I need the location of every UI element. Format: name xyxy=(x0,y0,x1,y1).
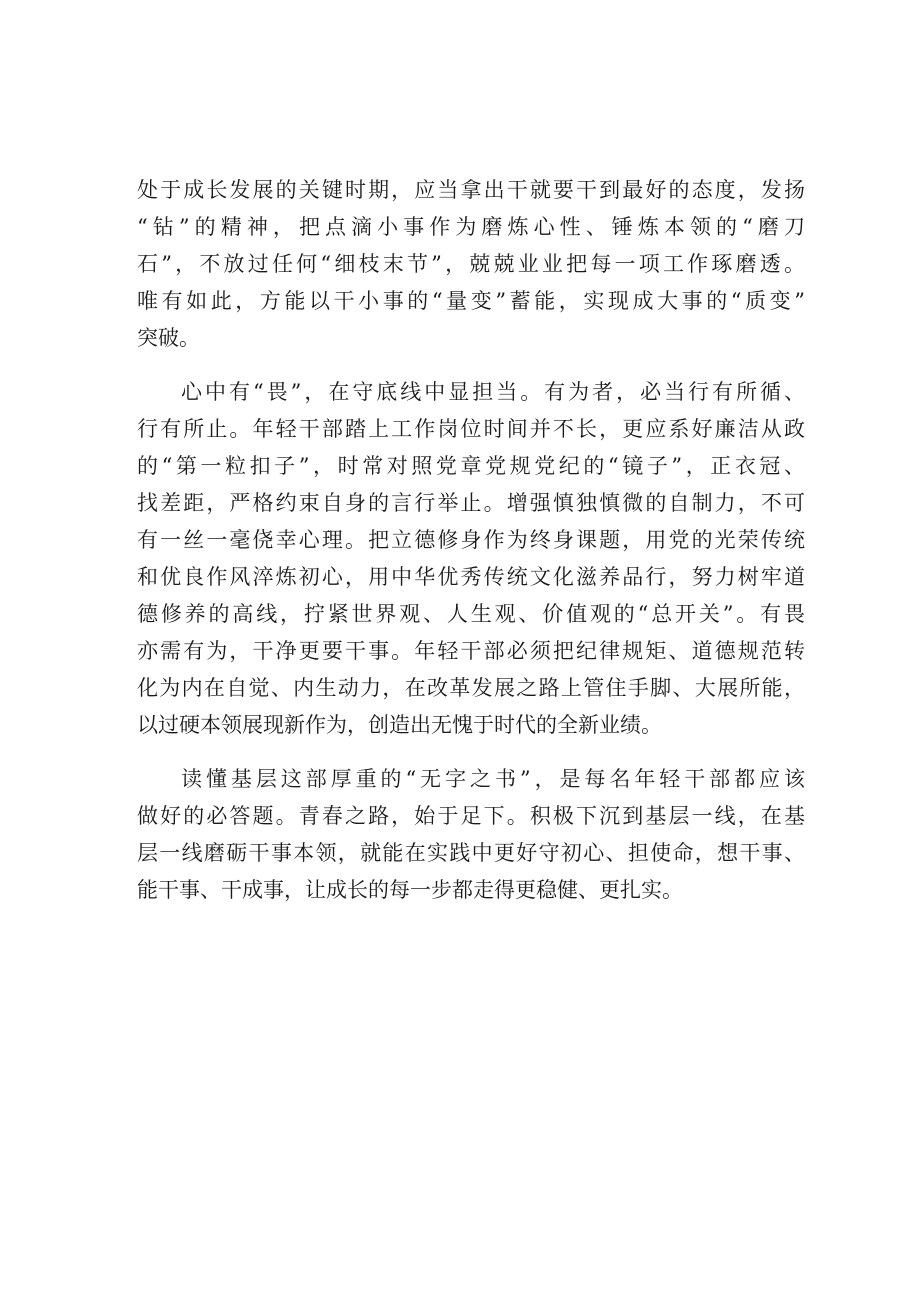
text-line: 以过硬本领展现新作为，创造出无愧于时代的全新业绩。 xyxy=(137,713,662,737)
text-line: 层一线磨砺干事本领，就能在实践中更好守初心、担使命，想干事、 xyxy=(137,841,805,865)
text-line: 找差距，严格约束自身的言行举止。增强慎独慎微的自制力，不可 xyxy=(137,491,805,515)
text-line: 处于成长发展的关键时期，应当拿出干就要干到最好的态度，发扬 xyxy=(137,178,805,202)
text-line: 心中有“畏”，在守底线中显担当。有为者，必当行有所循、 xyxy=(181,380,805,404)
document-body xyxy=(137,172,805,909)
text-line: 做好的必答题。青春之路，始于足下。积极下沉到基层一线，在基 xyxy=(137,804,805,828)
text-line: 和优良作风淬炼初心，用中华优秀传统文化滋养品行，努力树牢道 xyxy=(137,565,805,589)
paragraph-1 xyxy=(137,172,805,357)
text-line: “钻”的精神，把点滴小事作为磨炼心性、锤炼本领的“磨刀 xyxy=(137,215,805,239)
text-line: 能干事、干成事，让成长的每一步都走得更稳健、更扎实。 xyxy=(137,878,683,902)
paragraph-2 xyxy=(137,374,805,744)
text-line: 石”，不放过任何“细枝末节”，兢兢业业把每一项工作琢磨透。 xyxy=(137,252,805,276)
text-line: 有一丝一毫侥幸心理。把立德修身作为终身课题，用党的光荣传统 xyxy=(137,528,805,552)
text-line: 突破。 xyxy=(137,326,200,350)
paragraph-3 xyxy=(137,761,805,909)
text-line: 的“第一粒扣子”，时常对照党章党规党纪的“镜子”，正衣冠、 xyxy=(137,454,805,478)
text-line: 读懂基层这部厚重的“无字之书”，是每名年轻干部都应该 xyxy=(181,767,805,791)
text-line: 行有所止。年轻干部踏上工作岗位时间并不长，更应系好廉洁从政 xyxy=(137,417,805,441)
paragraph-spacer xyxy=(137,744,805,761)
text-line: 唯有如此，方能以干小事的“量变”蓄能，实现成大事的“质变” xyxy=(137,289,805,313)
paragraph-spacer xyxy=(137,357,805,374)
text-line: 化为内在自觉、内生动力，在改革发展之路上管住手脚、大展所能， xyxy=(137,676,805,700)
text-line: 德修养的高线，拧紧世界观、人生观、价值观的“总开关”。有畏 xyxy=(137,602,805,626)
text-line: 亦需有为，干净更要干事。年轻干部必须把纪律规矩、道德规范转 xyxy=(137,639,805,663)
